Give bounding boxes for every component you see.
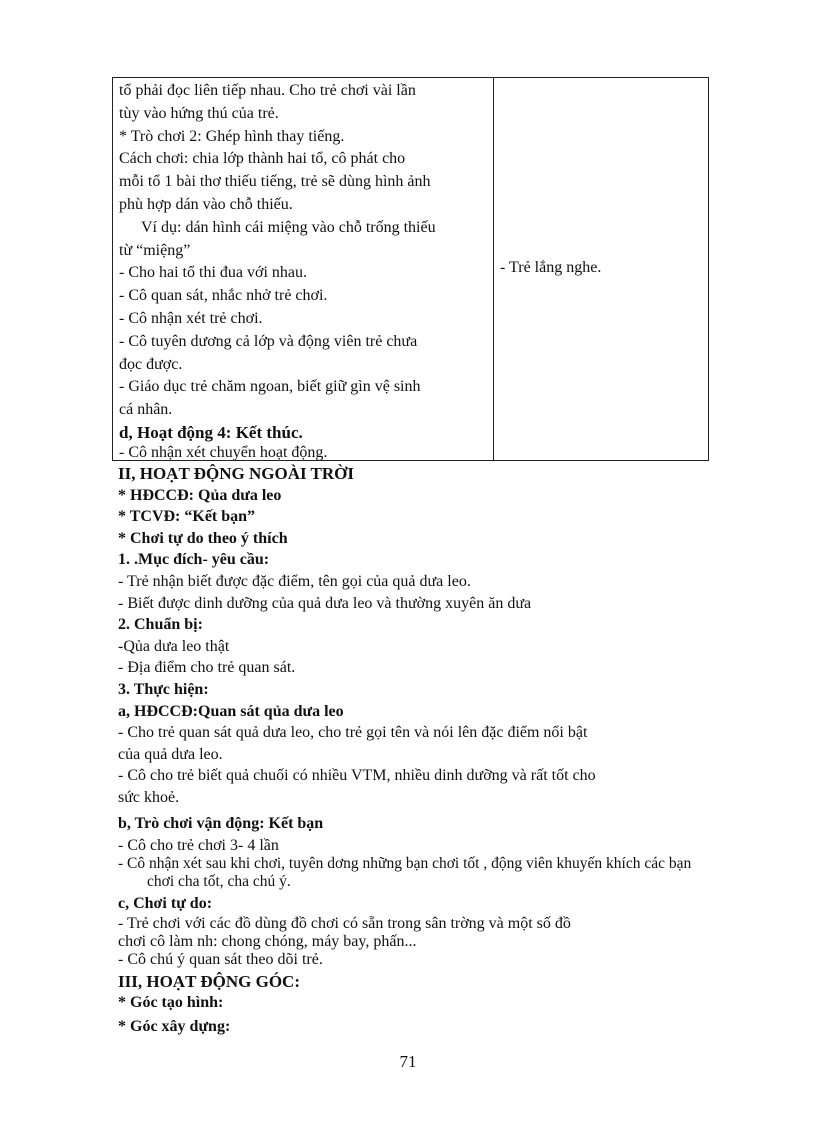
table-line: cá nhân. [119,401,173,419]
text-line: - Địa điểm cho trẻ quan sát. [118,659,296,677]
child-activity-cell [494,78,709,461]
text-line: - Cô nhận xét sau khi chơi, tuyên dơng những bạn chơi tốt , động viên khuyến khích các bạn chơi cha tốt, cha chú ý. [118,855,692,891]
section-b-title: b, Trò chơi vận động: Kết bạn [118,814,324,832]
table-line: - Cô quan sát, nhắc nhở trẻ chơi. [119,287,328,305]
table-line: mỗi tổ 1 bài thơ thiếu tiếng, trẻ sẽ dùng hình ảnh [119,173,431,191]
activity4-heading: d, Hoạt động 4: Kết thúc. [119,422,303,442]
hdccd-line: * HĐCCĐ: Qủa dưa leo [118,486,282,504]
page-number: 71 [399,1052,417,1071]
tcvd-line: * TCVĐ: “Kết bạn” [118,508,256,526]
purpose-title: 1. .Mục đích- yêu cầu: [118,551,270,569]
text-line: - Trẻ nhận biết được đặc điểm, tên gọi của quả dưa leo. [118,572,471,590]
text-line: - Cô cho trẻ chơi 3- 4 lần [118,837,279,855]
table-line: tùy vào hứng thú của trẻ. [119,104,279,122]
table-line: - Giáo dục trẻ chăm ngoan, biết giữ gìn vệ sinh [119,378,421,396]
outdoor-section [118,463,708,1037]
text-line: -Qủa dưa leo thật [118,637,230,655]
table-line: đọc được. [119,355,183,373]
text-line: chơi cô làm nh: chong chóng, máy bay, phấn... [118,932,417,950]
prep-title: 2. Chuẩn bị: [118,616,203,634]
corner-item: * Góc xây dựng: [118,1017,231,1035]
section-a-title: a, HĐCCĐ:Quan sát qủa dưa leo [118,702,344,720]
text-line: - Trẻ chơi với các đồ dùng đồ chơi có sẵn trong sân trờng và một số đồ [118,914,571,932]
table-line: tổ phải đọc liên tiếp nhau. Cho trẻ chơi vài lần [119,82,416,99]
outdoor-heading: II, HOẠT ĐỘNG NGOÀI TRỜI [118,464,354,483]
table-line: Ví dụ: dán hình cái miệng vào chỗ trống thiếu [141,218,436,236]
table-line: - Cho hai tổ thi đua với nhau. [119,264,307,282]
table-line: - Cô nhận xét chuyển hoạt động. [119,443,328,460]
table-line: phù hợp dán vào chỗ thiếu. [119,195,293,213]
table-line: - Cô nhận xét trẻ chơi. [119,309,263,327]
corner-heading: III, HOẠT ĐỘNG GÓC: [118,971,300,991]
impl-title: 3. Thực hiện: [118,680,209,698]
table-line: Cách chơi: chia lớp thành hai tổ, cô phát cho [119,150,406,168]
table-line: từ “miệng” [119,241,191,259]
free-play-line: * Chơi tự do theo ý thích [118,529,288,547]
text-line: của quả dưa leo. [118,745,223,763]
lesson-table [112,77,709,461]
corner-item: * Góc tạo hình: [118,994,224,1012]
text-line: - Cô chú ý quan sát theo dõi trẻ. [118,950,323,968]
table-line: * Trò chơi 2: Ghép hình thay tiếng. [119,127,345,145]
text-line: sức khoẻ. [118,788,180,806]
child-response: - Trẻ lắng nghe. [500,259,602,276]
section-c-title: c, Chơi tự do: [118,895,213,913]
table-line: - Cô tuyên dương cả lớp và động viên trẻ chưa [119,332,418,350]
text-line: - Cô cho trẻ biết quả chuối có nhiều VTM, nhiều dinh dưỡng và rất tốt cho [118,767,596,785]
text-line: - Biết được dinh dưỡng của quả dưa leo và thường xuyên ăn dưa [118,594,532,612]
text-line: - Cho trẻ quan sát quả dưa leo, cho trẻ gọi tên và nói lên đặc điểm nổi bật [118,724,588,742]
teacher-activity-cell [113,78,494,461]
